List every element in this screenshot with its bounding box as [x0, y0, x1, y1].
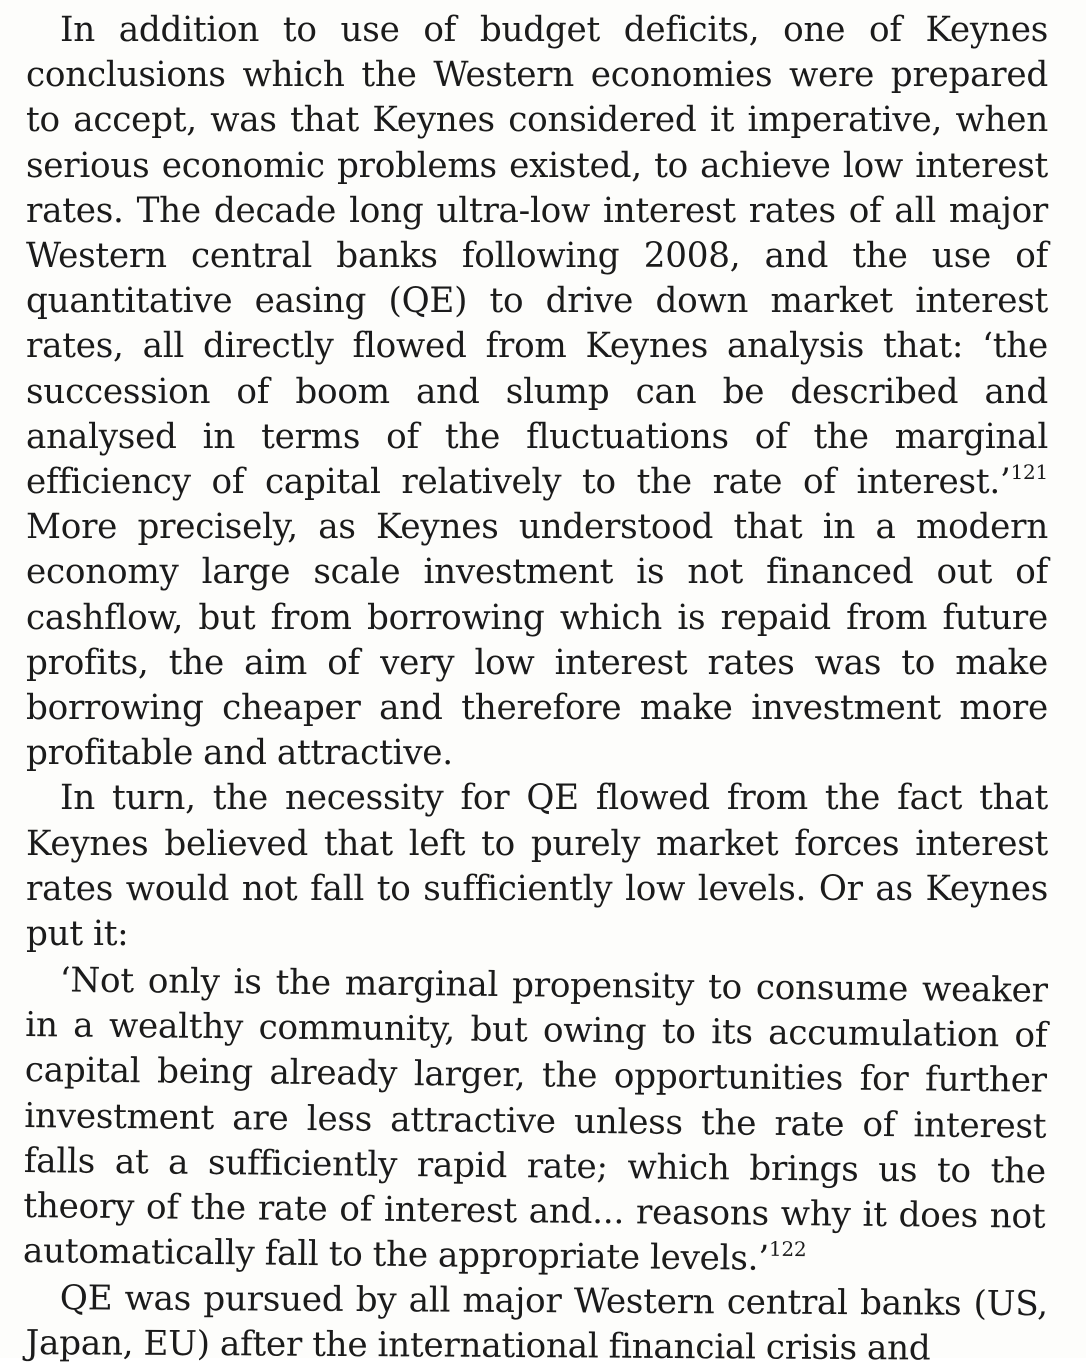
footnote-ref-122: 122: [768, 1236, 807, 1262]
paragraph-1-continuation: More precisely, as Keynes understood that in a modern economy large scale investment is not financed out of cashflow, but from borrowing which is repaid from future profits, the aim of very low interest rates was to make borrowing cheaper and therefore make investment more profitable and attractive.: [26, 507, 1048, 774]
body-text: [22, 8, 1048, 1369]
block-quote: [23, 958, 1048, 1285]
paragraph-4-text: QE was pursued by all major Western central banks (US, Japan, EU) after the international financial crisis and: [25, 1277, 1048, 1369]
block-quote-text: ‘Not only is the marginal propensity to consume weaker in a wealthy community, but owing to its accumulation of capital being already larger, the opportunities for further investment are less attractive unless the rate of interest falls at a sufficiently rapid rate; which brings us to the theory of the rate of interest and... reasons why it does not automatically fall to the appropriate levels.’: [22, 960, 1048, 1280]
paragraph-2: [26, 776, 1048, 957]
footnote-ref-121: 121: [1010, 459, 1048, 484]
paragraph-1: [26, 8, 1048, 776]
paragraph-2-text: In turn, the necessity for QE flowed from the fact that Keynes believed that left to purely market forces interest rates would not fall to sufficiently low levels. Or as Keynes put it:: [26, 778, 1048, 955]
paragraph-1-text: In addition to use of budget deficits, one of Keynes conclusions which the Western economies were prepared to accept, was that Keynes considered it imperative, when serious economic problems existed, to achieve low interest rates. The decade long ultra-low interest rates of all major Western central banks following 2008, and the use of quantitative easing (QE) to drive down market interest rates, all directly flowed from Keynes analysis that: ‘the succession of boom and slump can be described and analysed in terms of the fluctuations of the marginal efficiency of capital relatively to the rate of interest.’: [26, 10, 1048, 503]
